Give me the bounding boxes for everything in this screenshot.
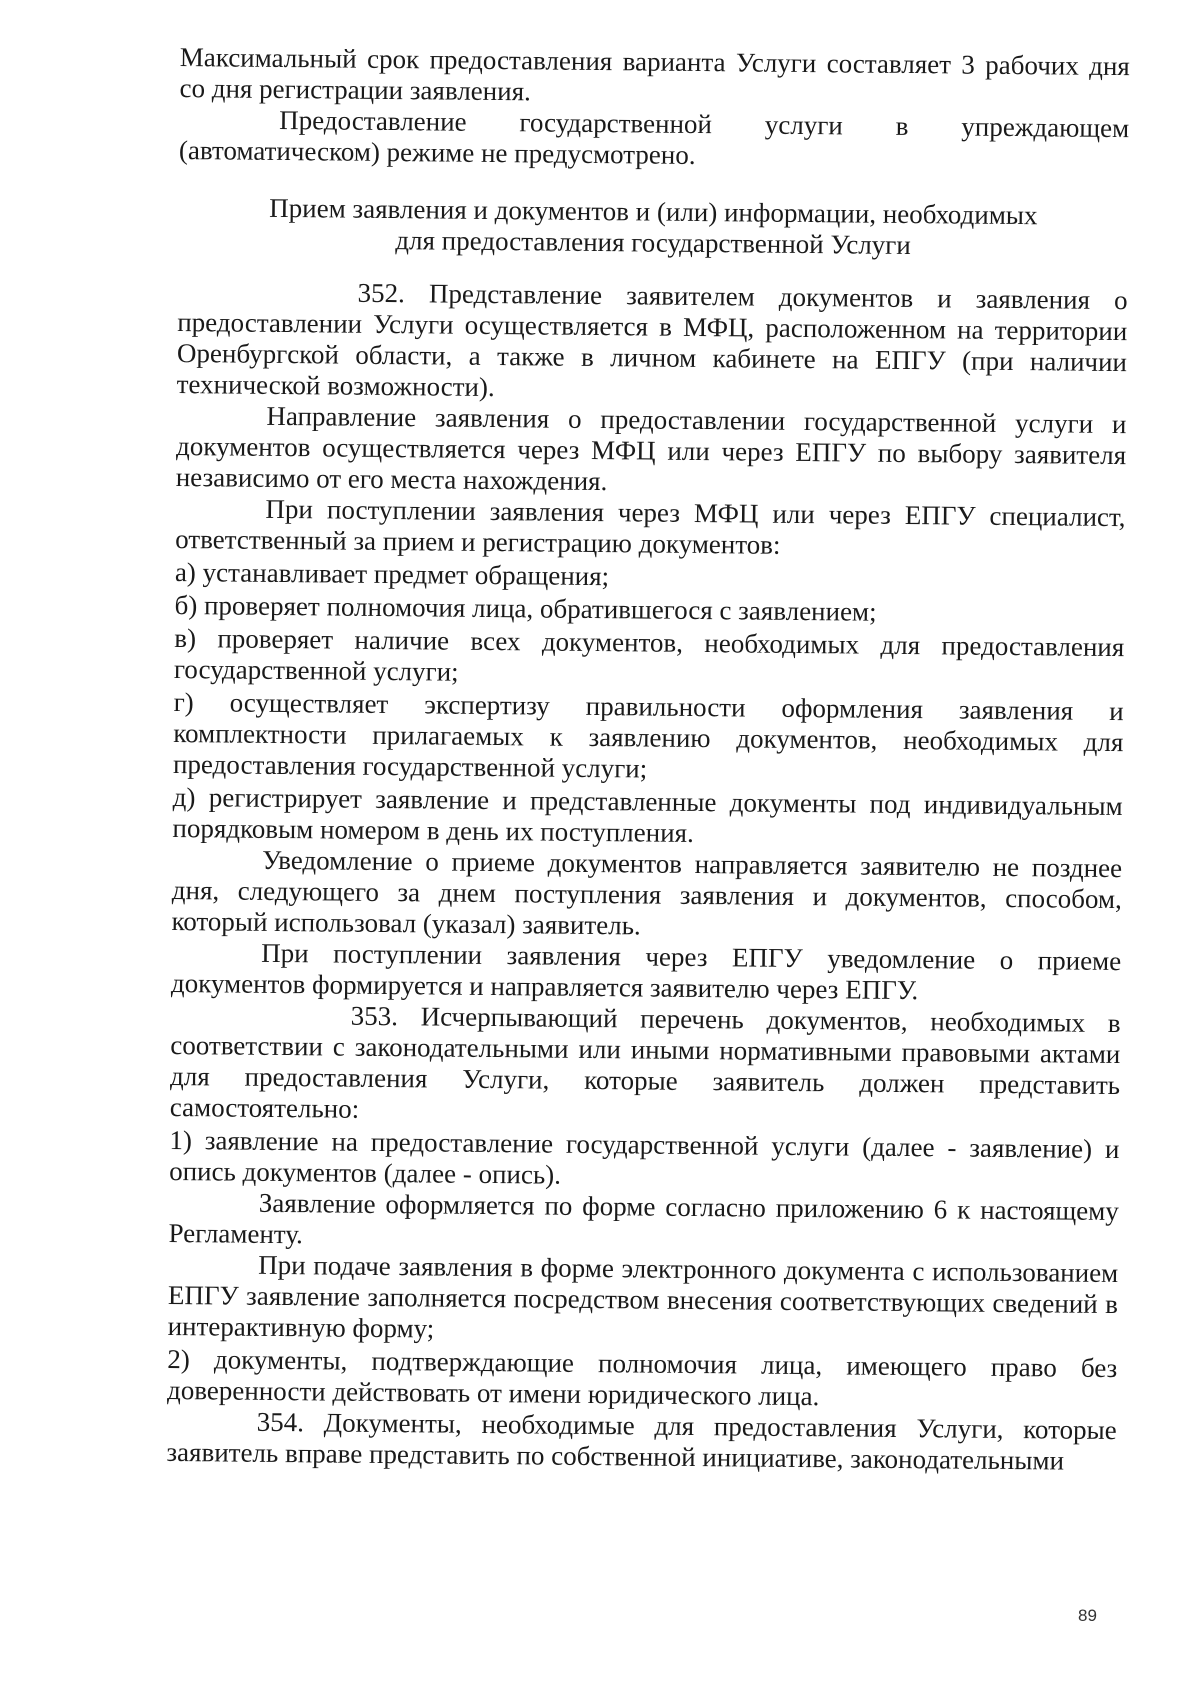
list-item-2: 2) документы, подтверждающие полномочия лица, имеющего право без доверенности действовать от имени юридического лица.	[166, 1343, 1118, 1412]
paragraph-max-term: Максимальный срок предоставления варианта Услуги составляет 3 рабочих дня со дня регистрации заявления.	[179, 42, 1130, 107]
paragraph-electronic: При подаче заявления в форме электронного документа с использованием ЕПГУ заявление заполняется посредством внесения соответствующих сведений в интерактивную форму;	[167, 1249, 1119, 1344]
list-item-b: б) проверяет полномочия лица, обратившегося с заявлением;	[174, 589, 877, 627]
section-heading	[178, 192, 1129, 263]
paragraph-receipt: При поступлении заявления через МФЦ или через ЕПГУ специалист, ответственный за прием и регистрацию документов:	[175, 493, 1126, 560]
paragraph-354: 354. Документы, необходимые для предоставления Услуги, которые заявитель вправе представить по собственной инициативе, законодательными	[166, 1406, 1117, 1476]
paragraph-proactive-mode: Предоставление государственной услуги в упреждающем (автоматическом) режиме не предусмотрено.	[178, 104, 1130, 170]
paragraph-form: Заявление оформляется по форме согласно приложению 6 к настоящему Регламенту.	[168, 1187, 1119, 1250]
section-heading-line-1: Прием заявления и документов и (или) информации, необходимых	[269, 192, 1038, 231]
paragraph-direction: Направление заявления о предоставлении государственной услуги и документов осуществляется через МФЦ или через ЕПГУ по выбору заявителя независимо от его места нахождения.	[175, 400, 1127, 497]
paragraph-epgu-notice: При поступлении заявления через ЕПГУ уведомление о приеме документов формируется и направляется заявителю через ЕПГУ.	[170, 937, 1122, 1006]
paragraph-notice: Уведомление о приеме документов направляется заявителю не позднее дня, следующего за днем поступления заявления и документов, способом, который использовал (указал) заявитель.	[171, 844, 1123, 941]
paragraph-352: 352. Представление заявителем документов и заявления о предоставлении Услуги осуществляется в МФЦ, расположенном на территории Оренбургской области, а также в личном кабинете на ЕПГУ (при наличии технической возможности).	[176, 277, 1128, 403]
document-body	[166, 42, 1130, 1477]
list-item-1: 1) заявление на предоставление государственной услуги (далее - заявление) и опись документов (далее - опись).	[169, 1124, 1120, 1190]
list-item-a: а) устанавливает предмет обращения;	[174, 556, 610, 592]
list-item-d: д) регистрирует заявление и представленные документы под индивидуальным порядковым номером в день их поступления.	[172, 781, 1123, 848]
section-heading-line-2: для предоставления государственной Услуги	[395, 225, 911, 261]
list-item-g: г) осуществляет экспертизу правильности оформления заявления и комплектности прилагаемых к заявлению документов, необходимых для предоставления государственной услуги;	[172, 686, 1124, 784]
paragraph-353: 353. Исчерпывающий перечень документов, необходимых в соответствии с законодательными или иными нормативными правовыми актами для предоставления Услуги, которые заявитель должен представить самостоятельно:	[169, 1000, 1121, 1124]
page-number: 89	[1078, 1606, 1097, 1625]
list-item-v: в) проверяет наличие всех документов, необходимых для предоставления государственной услуги;	[173, 622, 1125, 687]
